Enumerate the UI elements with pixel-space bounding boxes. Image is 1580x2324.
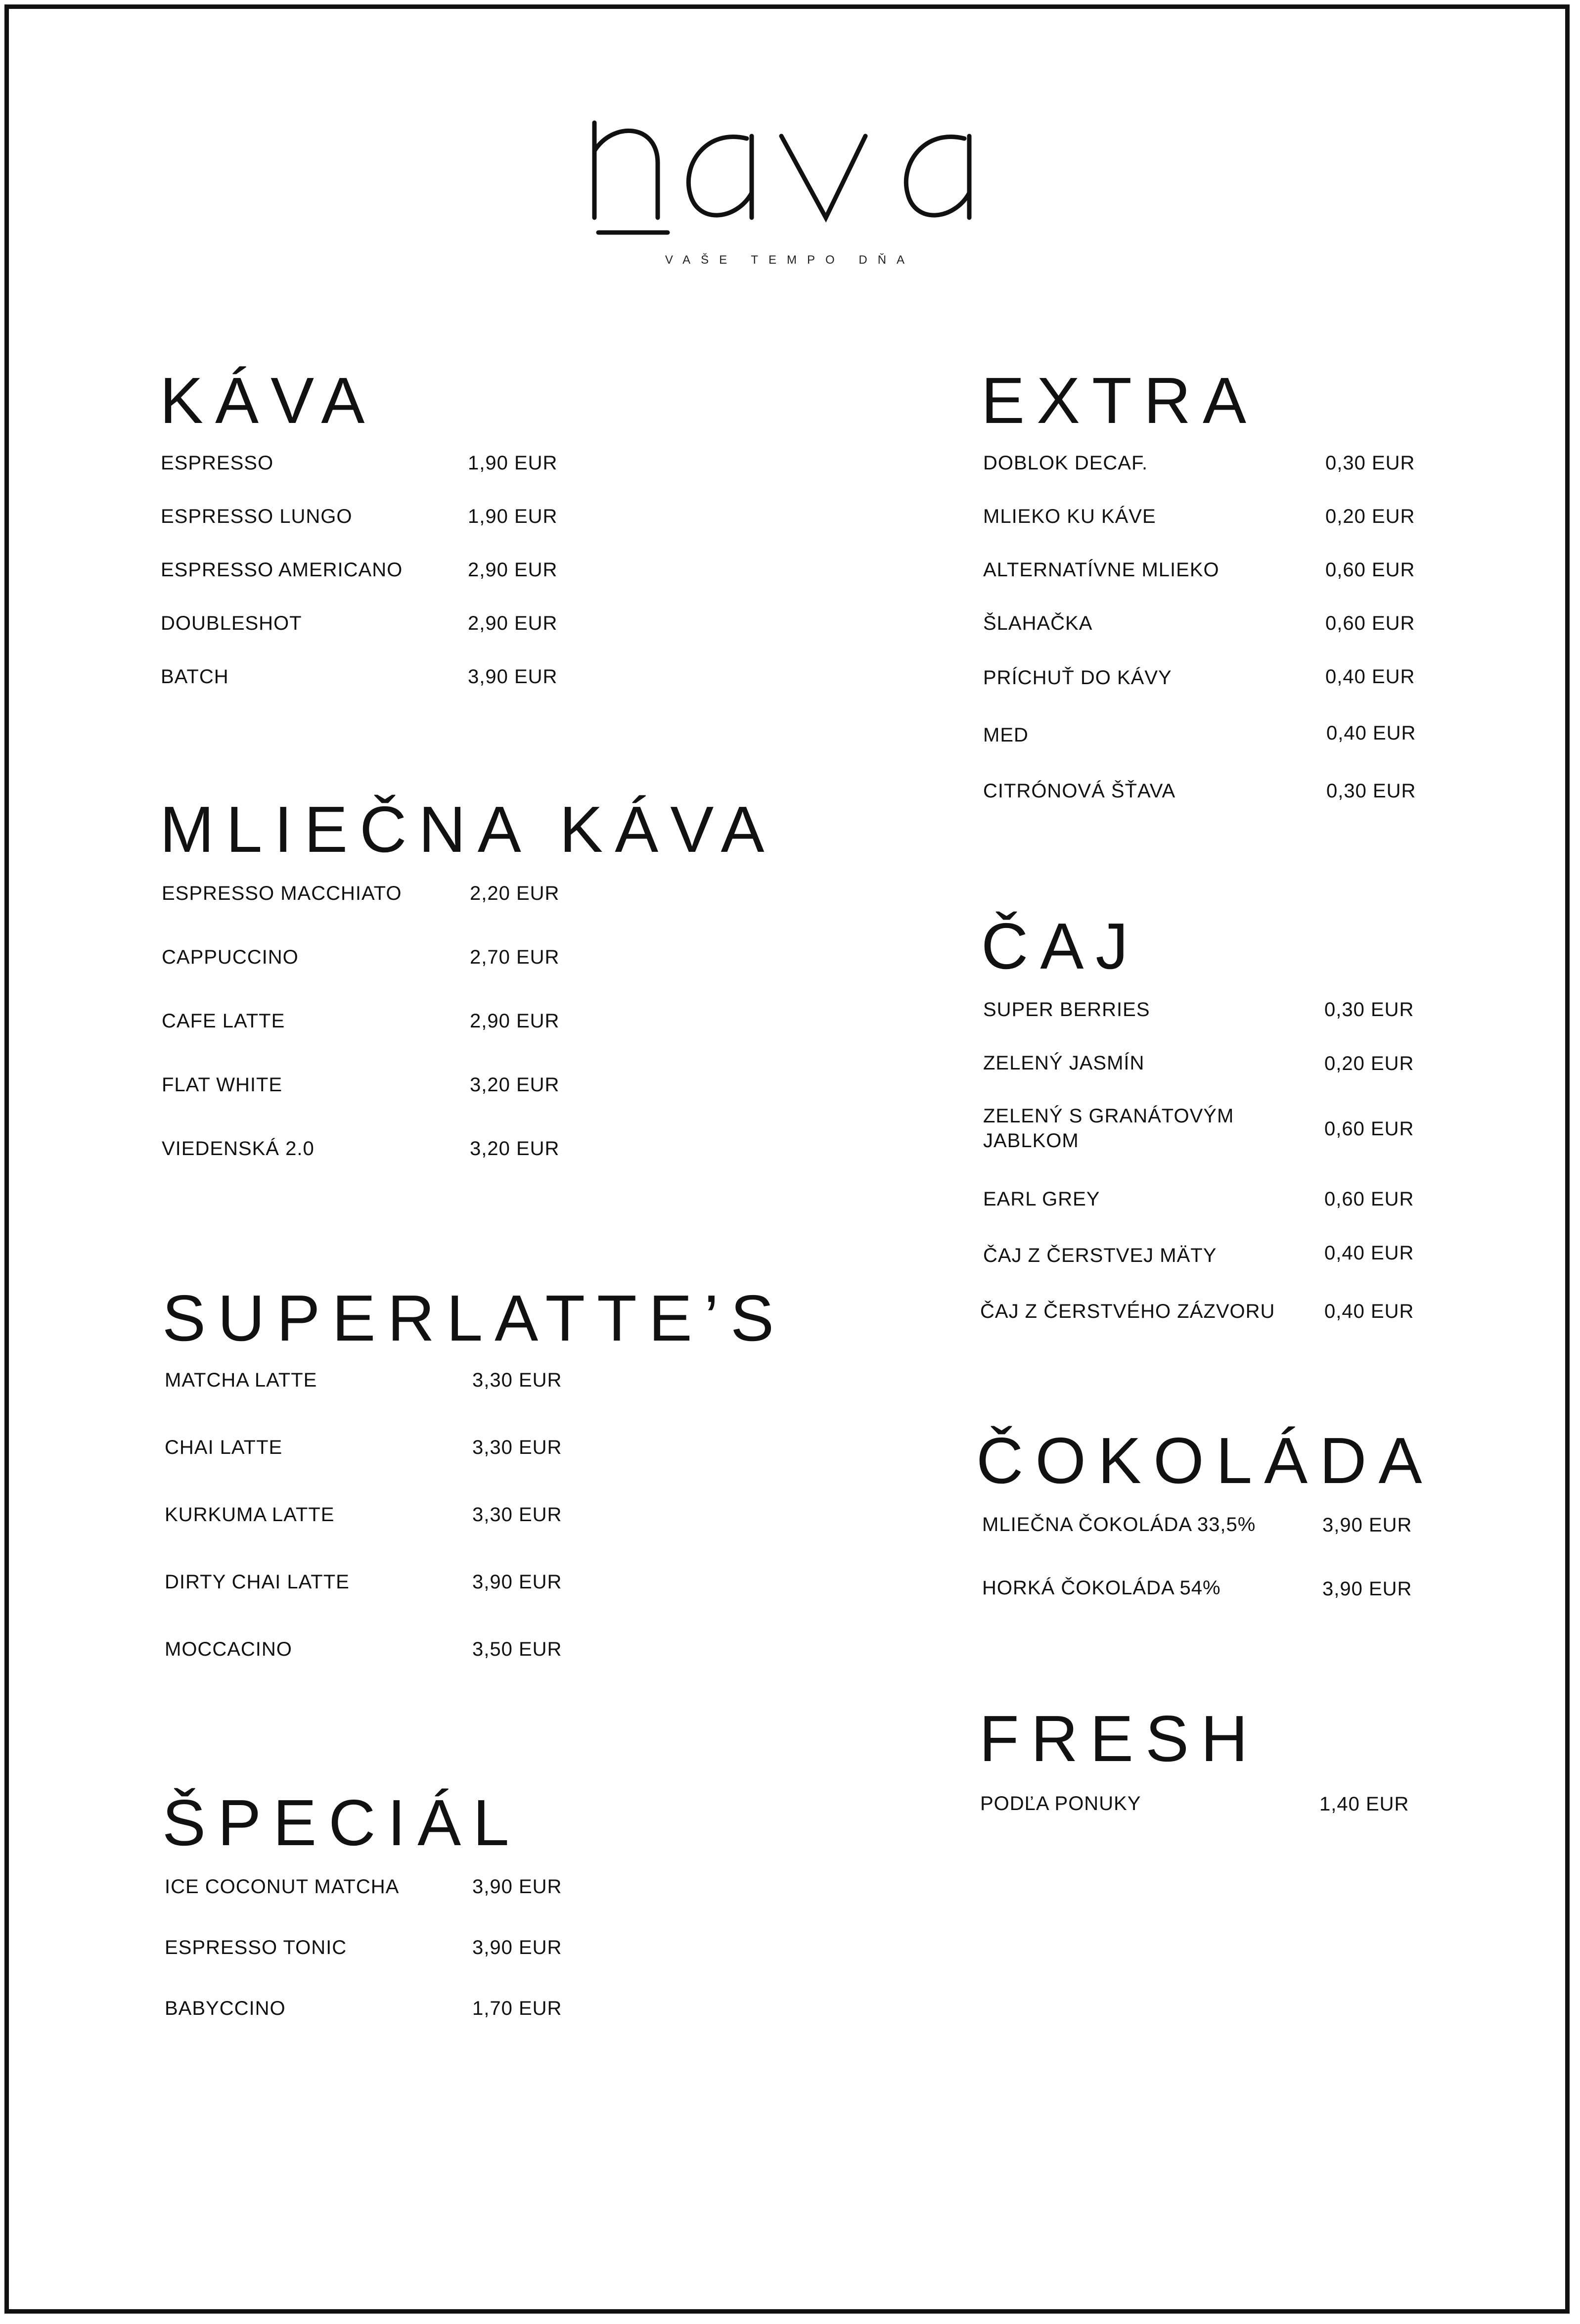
menu-item-price: 3,90 EUR	[472, 1876, 562, 1898]
menu-item-name: ZELENÝ S GRANÁTOVÝM	[983, 1105, 1234, 1127]
menu-item-price: 2,70 EUR	[470, 946, 560, 968]
menu-item-name: ESPRESSO MACCHIATO	[162, 883, 402, 904]
menu-item-name: EARL GREY	[983, 1188, 1100, 1210]
menu-item-price: 0,60 EUR	[1324, 1188, 1414, 1210]
menu-item-price: 1,40 EUR	[1319, 1793, 1409, 1815]
menu-item-price: 2,20 EUR	[470, 883, 560, 904]
menu-item-price: 2,90 EUR	[470, 1010, 560, 1032]
menu-item-price: 0,40 EUR	[1326, 722, 1416, 744]
menu-item-price: 3,30 EUR	[472, 1369, 562, 1391]
menu-item-name-line2: JABLKOM	[983, 1130, 1079, 1152]
menu-item-price: 0,30 EUR	[1324, 999, 1414, 1021]
menu-item-name: ESPRESSO LUNGO	[161, 506, 353, 527]
menu-item-name: PRÍCHUŤ DO KÁVY	[983, 667, 1172, 689]
tagline: VAŠE TEMPO DŇA	[665, 253, 915, 267]
section-caj	[981, 909, 1140, 983]
menu-item-name: ŠLAHAČKA	[983, 612, 1093, 634]
section-title-superlattes: SUPERLATTE’S	[162, 1282, 786, 1354]
menu-item-name: CITRÓNOVÁ ŠŤAVA	[983, 780, 1176, 802]
menu-item-price: 0,20 EUR	[1324, 1053, 1414, 1074]
menu-item-name: MED	[983, 724, 1029, 746]
section-title-kava: KÁVA	[160, 364, 377, 437]
menu-item-price: 3,90 EUR	[472, 1571, 562, 1593]
menu-item-price: 0,40 EUR	[1324, 1242, 1414, 1264]
menu-item-name: BABYCCINO	[165, 1998, 286, 2019]
menu-item-price: 0,40 EUR	[1325, 666, 1415, 688]
section-cokolada	[976, 1424, 1434, 1498]
section-extra	[981, 364, 1258, 438]
menu-item-name: CAPPUCCINO	[162, 946, 299, 968]
menu-item-name: ČAJ Z ČERSTVÉHO ZÁZVORU	[980, 1301, 1275, 1322]
menu-item-price: 0,40 EUR	[1324, 1301, 1414, 1322]
menu-item-name: ESPRESSO AMERICANO	[161, 559, 403, 581]
section-title-mliecna-kava: MLIEČNA KÁVA	[160, 793, 776, 866]
menu-item-price: 1,90 EUR	[468, 506, 558, 527]
section-title-caj: ČAJ	[981, 910, 1140, 982]
menu-item-price: 0,30 EUR	[1326, 780, 1416, 802]
menu-item-name: DOBLOK DECAF.	[983, 452, 1148, 474]
menu-item-name: ICE COCONUT MATCHA	[165, 1876, 400, 1898]
menu-item-name: ALTERNATÍVNE MLIEKO	[983, 559, 1219, 581]
menu-item-price: 2,90 EUR	[468, 612, 558, 634]
menu-item-price: 3,30 EUR	[472, 1437, 562, 1458]
menu-item-name: CAFE LATTE	[162, 1010, 285, 1032]
menu-item-price: 3,90 EUR	[1322, 1514, 1412, 1536]
menu-item-name: VIEDENSKÁ 2.0	[162, 1138, 315, 1160]
menu-item-price: 3,50 EUR	[472, 1638, 562, 1660]
section-superlattes	[162, 1281, 786, 1355]
menu-item-price: 1,70 EUR	[472, 1998, 562, 2019]
menu-item-name: FLAT WHITE	[162, 1074, 283, 1096]
section-mliecna-kava	[160, 792, 776, 867]
menu-item-name: ZELENÝ JASMÍN	[983, 1052, 1145, 1074]
nava-logo	[584, 109, 999, 237]
menu-item-price: 3,90 EUR	[468, 666, 558, 688]
menu-item-name: MLIEKO KU KÁVE	[983, 506, 1156, 527]
section-kava	[160, 364, 376, 438]
menu-item-name: DIRTY CHAI LATTE	[165, 1571, 350, 1593]
section-fresh	[979, 1702, 1260, 1776]
section-title-cokolada: ČOKOLÁDA	[976, 1424, 1434, 1497]
menu-item-price: 3,20 EUR	[470, 1138, 560, 1160]
menu-item-price: 0,60 EUR	[1325, 612, 1415, 634]
menu-item-price: 0,60 EUR	[1325, 559, 1415, 581]
menu-item-name: MOCCACINO	[165, 1638, 292, 1660]
menu-item-price: 0,30 EUR	[1325, 452, 1415, 474]
menu-item-price: 3,90 EUR	[472, 1937, 562, 1958]
menu-item-name: CHAI LATTE	[165, 1437, 283, 1458]
menu-item-price: 3,20 EUR	[470, 1074, 560, 1096]
menu-item-name: SUPER BERRIES	[983, 999, 1150, 1021]
menu-item-price: 2,90 EUR	[468, 559, 558, 581]
menu-item-price: 0,60 EUR	[1324, 1118, 1414, 1140]
menu-item-name: PODĽA PONUKY	[980, 1793, 1141, 1814]
menu-item-name: BATCH	[161, 666, 229, 688]
section-special	[162, 1786, 521, 1860]
section-title-extra: EXTRA	[981, 364, 1259, 437]
menu-item-name: DOUBLESHOT	[161, 612, 302, 634]
menu-item-name: MATCHA LATTE	[165, 1369, 317, 1391]
menu-item-name: ESPRESSO	[161, 452, 274, 474]
section-title-fresh: FRESH	[979, 1702, 1260, 1775]
menu-item-price: 3,90 EUR	[1322, 1578, 1412, 1600]
menu-item-name: ESPRESSO TONIC	[165, 1937, 347, 1958]
menu-item-price: 3,30 EUR	[472, 1504, 562, 1526]
menu-item-name: HORKÁ ČOKOLÁDA 54%	[982, 1577, 1221, 1599]
menu-item-price: 0,20 EUR	[1325, 506, 1415, 527]
menu-item-name: ČAJ Z ČERSTVEJ MÄTY	[983, 1245, 1217, 1266]
section-title-special: ŠPECIÁL	[162, 1786, 521, 1859]
menu-item-name: KURKUMA LATTE	[165, 1504, 335, 1526]
menu-item-price: 1,90 EUR	[468, 452, 558, 474]
menu-item-name: MLIEČNA ČOKOLÁDA 33,5%	[982, 1514, 1256, 1535]
